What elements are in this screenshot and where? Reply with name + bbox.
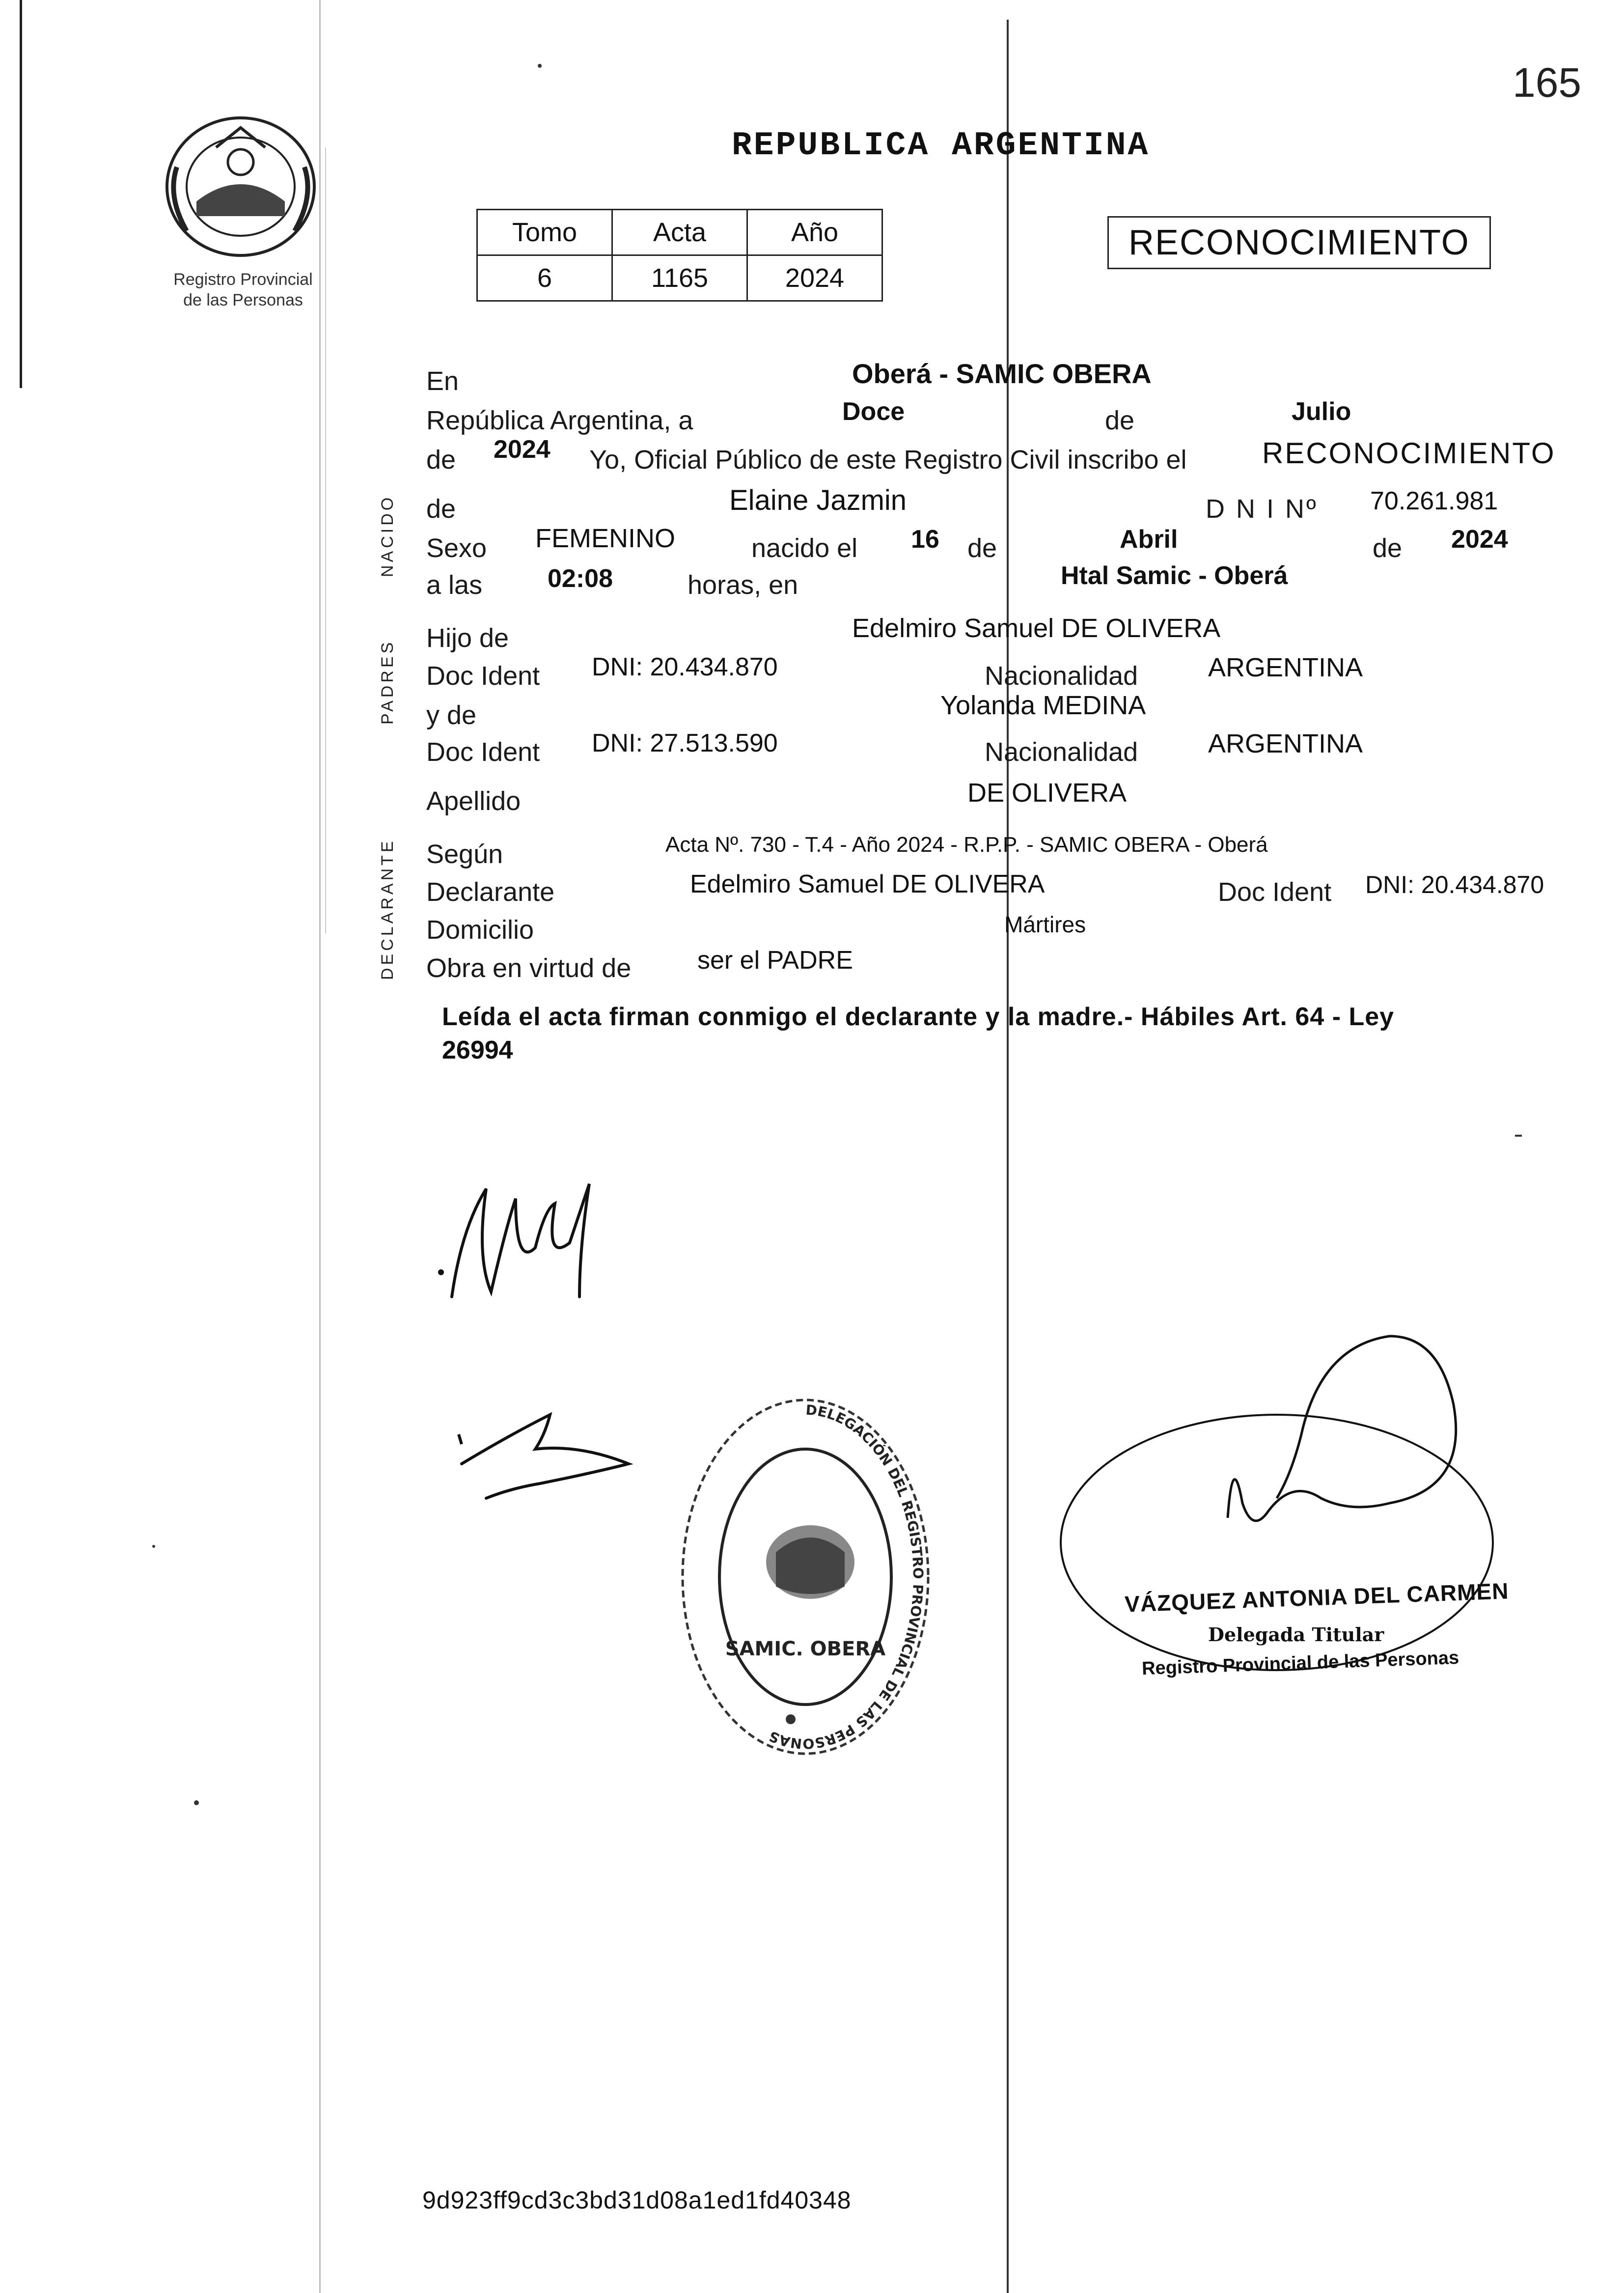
mother-signature — [452, 1405, 678, 1523]
delegation-stamp — [668, 1380, 943, 1763]
value-domicilio: Mártires — [1004, 912, 1086, 937]
misiones-coat-of-arms-icon — [157, 108, 324, 265]
value-nac-dia: 16 — [911, 525, 939, 554]
country-title: REPUBLICA ARGENTINA — [732, 127, 1150, 165]
scan-speck — [538, 64, 542, 68]
margin-line — [325, 147, 326, 933]
value-madre-nac: ARGENTINA — [1208, 729, 1363, 758]
label-de-mes: de — [967, 533, 997, 563]
label-de-anio: de — [1373, 533, 1403, 563]
document-hash: 9d923ff9cd3c3bd31d08a1ed1fd40348 — [422, 2186, 852, 2214]
label-nacionalidad-1: Nacionalidad — [985, 661, 1138, 691]
value-madre-doc: DNI: 27.513.590 — [592, 729, 778, 757]
province-logo — [157, 108, 324, 268]
label-de-month: de — [1105, 406, 1135, 435]
scan-speck — [194, 1800, 199, 1805]
official-signature — [1046, 1326, 1537, 1709]
value-hora: 02:08 — [548, 564, 613, 593]
stamp-emblem-icon — [766, 1525, 854, 1599]
label-sexo: Sexo — [426, 533, 487, 563]
label-nacido-el: nacido el — [751, 533, 858, 563]
value-lugar-nac: Htal Samic - Oberá — [1061, 561, 1288, 590]
closing-text-line2: 26994 — [442, 1036, 513, 1064]
label-domicilio: Domicilio — [426, 915, 534, 945]
record-table — [476, 209, 883, 302]
logo-caption-line1: Registro Provincial — [173, 270, 313, 289]
label-hijo-de: Hijo de — [426, 623, 509, 653]
value-declarante-doc: DNI: 20.434.870 — [1365, 871, 1544, 898]
value-anio: 2024 — [494, 435, 551, 464]
value-virtud: ser el PADRE — [697, 946, 853, 975]
table-value-anio: 2024 — [747, 255, 882, 301]
label-doc-ident-3: Doc Ident — [1218, 877, 1332, 907]
label-doc-ident-1: Doc Ident — [426, 661, 540, 691]
side-label-padres: PADRES — [378, 639, 397, 725]
value-apellido: DE OLIVERA — [967, 778, 1127, 808]
label-yo-oficial: Yo, Oficial Público de este Registro Civil inscribo el — [589, 445, 1187, 475]
stamp-ring-text: DELEGACIÓN DEL REGISTRO PROVINCIAL DE LAS PERSONAS — [767, 1401, 927, 1752]
value-nombre: Elaine Jazmin — [729, 484, 907, 516]
value-sexo: FEMENINO — [535, 524, 676, 553]
table-header-tomo: Tomo — [477, 210, 612, 255]
table-value-tomo: 6 — [477, 255, 612, 301]
table-header-acta: Acta — [612, 210, 747, 255]
label-doc-ident-2: Doc Ident — [426, 737, 540, 767]
value-segun: Acta Nº. 730 - T.4 - Año 2024 - R.P.P. - SAMIC OBERA - Oberá — [665, 833, 1268, 857]
declarant-signature — [432, 1169, 638, 1316]
value-madre: Yolanda MEDINA — [940, 691, 1146, 720]
value-declarante: Edelmiro Samuel DE OLIVERA — [690, 870, 1045, 898]
page-number: 165 — [1513, 59, 1582, 106]
value-padre-doc: DNI: 20.434.870 — [592, 653, 778, 681]
label-republica: República Argentina, a — [426, 406, 693, 435]
value-nac-anio: 2024 — [1451, 525, 1508, 554]
label-de-year: de — [426, 445, 456, 475]
value-lugar: Oberá - SAMIC OBERA — [852, 358, 1152, 389]
closing-text-line1: Leída el acta firman conmigo el declarante y la madre.- Hábiles Art. 64 - Ley — [442, 1003, 1395, 1031]
value-dia: Doce — [842, 397, 905, 426]
label-a-las: a las — [426, 570, 483, 600]
scan-speck — [152, 1545, 155, 1548]
value-tipo-acto: RECONOCIMIENTO — [1262, 437, 1556, 470]
label-apellido: Apellido — [426, 786, 521, 816]
label-dni-no: D N I Nº — [1206, 494, 1318, 524]
label-declarante: Declarante — [426, 877, 555, 907]
official-title: Delegada Titular — [1208, 1623, 1384, 1646]
label-horas-en: horas, en — [688, 570, 798, 600]
scan-speck — [1515, 1135, 1522, 1137]
side-label-nacido: NACIDO — [378, 494, 397, 577]
label-segun: Según — [426, 839, 503, 869]
value-nac-mes: Abril — [1120, 525, 1178, 554]
margin-line — [319, 0, 321, 2293]
value-padre: Edelmiro Samuel DE OLIVERA — [852, 614, 1221, 643]
label-en: En — [426, 366, 459, 396]
margin-line — [20, 0, 22, 388]
logo-caption-line2: de las Personas — [183, 291, 303, 309]
value-mes: Julio — [1292, 397, 1351, 426]
act-type-box: RECONOCIMIENTO — [1107, 216, 1491, 269]
side-label-declarante: DECLARANTE — [378, 838, 397, 980]
value-padre-nac: ARGENTINA — [1208, 653, 1363, 682]
label-nacionalidad-2: Nacionalidad — [985, 737, 1138, 767]
stamp-center-text: SAMIC. OBERA — [725, 1638, 886, 1660]
table-value-acta: 1165 — [612, 255, 747, 301]
table-header-anio: Año — [747, 210, 882, 255]
label-y-de: y de — [426, 700, 477, 730]
value-dni: 70.261.981 — [1370, 487, 1498, 515]
official-name: VÁZQUEZ ANTONIA DEL CARMEN — [1124, 1578, 1510, 1617]
official-office: Registro Provincial de las Personas — [1141, 1647, 1459, 1679]
label-de-nombre: de — [426, 494, 456, 524]
label-obra-en-virtud: Obra en virtud de — [426, 953, 632, 983]
